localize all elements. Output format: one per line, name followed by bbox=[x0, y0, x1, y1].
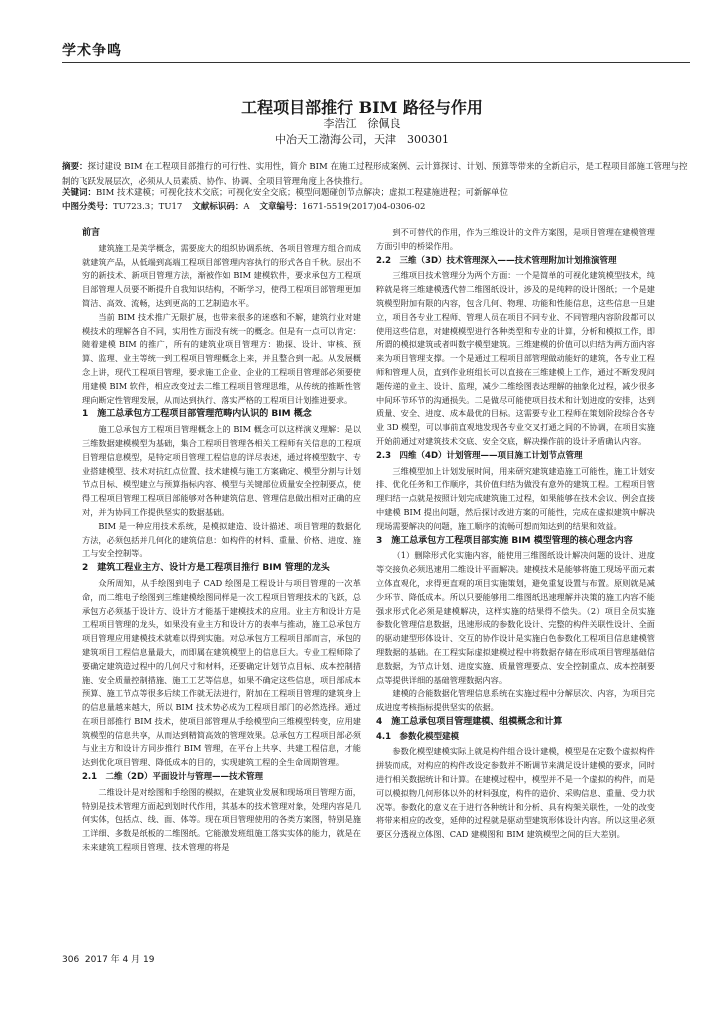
article-no-label: 文章编号： bbox=[259, 202, 303, 212]
section-heading-3: 3 施工总承包方工程项目部实施 BIM 模型管理的核心理念内容 bbox=[376, 535, 633, 546]
clc-label: 中图分类号： bbox=[62, 202, 114, 212]
paragraph: 当前 BIM 技术推广无限扩展，也带来很多的迷惑和不解，建筑行业对建模技术的理解各自不同，实用性方面没有统一的概念。但是有一点可以肯定：随着建模 BIM 的推广，所有的建筑业项目管理方：勘探、设计、审核、预算、监理、业主等统一到工程项目管理概念上来，并且整合到一起。从发展概念上讲，现代工程项目管理，要求施工企业、企业的工程项目管理部必须要使用建模 BIM 软件，相应改变过去二维工程项目管理思维，从传统的推断性管理向断定性管理发展，从而达到执行、落实严格的工程项目计划推进要求。 bbox=[82, 311, 361, 405]
paragraph: BIM 是一种应用技术系统，是模拟建造、设计描述、项目管理的数据化方法，必须包括并几何化的建筑信息：如构件的材料、重量、价格、进度、施工与安全控制等。 bbox=[82, 520, 361, 559]
paragraph: 到不可替代的作用，作为三维设计的文件方案图，是项目管理在建模管理方面引申的桥梁作用。 bbox=[376, 227, 655, 251]
subsection-heading-2-2: 2.2 三维（3D）技术管理深入——技术管理附加计划推演管理 bbox=[376, 255, 617, 266]
paragraph: 众所周知，从手绘图到电子 CAD 绘图是工程设计与项目管理的一次革命，而二维电子绘图到三维建模绘图同样是一次工程项目管理技术的飞跃，总承包方必须基于设计方、设计方才能基于建模技术的应用。业主方和设计方是工程项目管理的龙头，如果没有业主方和设计方的表率与推动，施工总承包方项目管理应用建模技术就难以得到实施。对总承包方工程项目部而言，承包的建筑项目工程信息量最大，而即属在建筑模型上的信息巨大。专业工程师除了要确定建筑造过程中的几何尺寸和材料，还要确定计划节点目标、成本控制措施、安全质量控制措施、施工工艺等信息，如果不确定这些信息，项目部成本预算、施工节点等很多后续工作就无法进行，附加在工程项目管理的建筑身上的信息量越来越大，所以 BIM 技术势必成为工程项目部门的必然选择。通过在项目部推行 BIM 技术，使项目部管理从手绘模型向三维模型转变，应用建筑模型的信息共享，从而达到精简高效的管理效果。总承包方工程项目部必须与业主方和设计方同步推行 BIM 管理，在平台上共享、共建工程信息，才能达到优化项目管理、降低成本的目的，实现建筑工程的全生命周期管理。 bbox=[82, 577, 361, 768]
page-footer bbox=[62, 952, 154, 965]
paragraph: 参数化模型建模实际上就是构件组合设计建模，模型是在定数个虚拟构件拼装而成，对构应的构件改设定参数并不断调节来满足设计建模的要求，同时进行相关数据统计和计算。在建模过程中，模型并不是一个虚拟的构件，而是可以模拟物几何形体以外的材料强度，构件的造价、采购信息、重量、受力状况等。参数化的意义在于进行各种统计和分析、具有构架关联性，一处的改变将带来相应的改变，延伸的过程就是驱动型建筑形体设计内容。所以这里必须要区分透视立体图、CAD 建模图和 BIM 建筑模型之间的巨大差别。 bbox=[376, 746, 655, 840]
classification-ids bbox=[62, 200, 690, 215]
section-heading-4: 4 施工总承包项目管理建模、组模概念和计算 bbox=[376, 716, 563, 727]
abstract-label: 摘要： bbox=[62, 162, 88, 172]
section-heading-2: 2 建筑工程业主方、设计方是工程项目推行 BIM 管理的龙头 bbox=[82, 563, 330, 574]
body-column-left bbox=[82, 226, 361, 855]
keywords-label: 关键词： bbox=[62, 188, 97, 198]
body-column-right bbox=[376, 226, 655, 842]
header-rule bbox=[62, 62, 690, 63]
clc-value: TU723.3；TU17 bbox=[113, 202, 183, 212]
doc-code-label: 文献标识码： bbox=[192, 202, 244, 212]
keywords-text: BIM 技术建模；可视化技术交底；可视化安全交底；模型问题碰创节点解决；虚拟工程建施进程；可新解单位 bbox=[96, 188, 509, 198]
subsection-heading-4-1: 4.1 参数化模型建模 bbox=[376, 731, 460, 742]
paragraph: 建筑施工是美学概念，需要庞大的组织协调系统、各项目管理方组合而成就建筑产品，从低端到高端工程项目部管理内容执行的形式各自千秋。层出不穷的新技术、新项目管理方法，渐被作如 BIM 建模软件，要求承包方工程项目部管理人员要不断提升自我知识结构，不断学习，使得工程项目部管理更加简洁、高效、流畅，达到更高的工艺制造水平。 bbox=[82, 242, 361, 308]
section-heading-1: 1 施工总承包方工程项目部管理范畴内认识的 BIM 概念 bbox=[82, 409, 312, 420]
paper-authors: 李浩江 徐佩良 bbox=[323, 117, 401, 130]
paragraph: 二维设计是对绘图和手绘图的模拟，在建筑业发展和现场项目管理方面，特别是技术管理方面起到划时代作用，其基本的技术管理对象，处理内容是几何实体，包括点、线、面、体等。现在项目管理使用的各类方案图，特别是施工详细、多数是纸板的二维图纸。它能激发班组施工落实实体的能力，就是在未来建筑工程项目管理、技术管理的将是 bbox=[82, 786, 361, 853]
abstract-text: 探讨建设 BIM 在工程项目部推行的可行性、实用性，简介 BIM 在施工过程形成案例、云计算探讨、计划、预算等带来的全新启示，是工程项目部施工管理与控制的飞跃发展层次，必须从人员素质、协作、协调、全项目管理角度上各快推行。 bbox=[62, 162, 688, 187]
doc-code-value: A bbox=[243, 202, 250, 212]
subsection-heading-2-1: 2.1 二维（2D）平面设计与管理——技术管理 bbox=[82, 772, 264, 783]
paragraph: （1）删除形式化实施内容，能使用三维图纸设计解决问题的设计、进度等交接负必须迅速用二维设计平面解决。建模技术是能够将施工现场平面元素立体直观化，求得更直观的项目实施策划，避免重复设置与布置。原则就是减少环节、降低成本。所以只要能够用二维图纸迅速理解并决策的施工内容不能强求形式化必须是建模解决，这样实施的结果得不偿失。（2）项目全员实施参数化管理信息数据，迅速形成的参数化设计、完整的构件关联性设计、全面的驱动建型形体设计、交互的协作设计是实施白色参数化工程项目信息建模管理数据的基础。在工程实际虚拟建模过程中将数据存储在形成项目管理基础信息数据，为节点计划、进度实施、质量管理要点、安全控制重点、成本控制要点等提供详细的基础管理数据内容。 bbox=[376, 550, 655, 685]
paragraph: 三维模型加上计划发展时间，用来研究建筑建造施工可能性，施工计划安排、优化任务和工作顺序，其价值归结为做没有意外的建筑工程。工程项目管理归结一点就是按照计划完成建筑施工过程，如果能够在技术会议、例会直接中建模 BIM 提出问题，然后探讨改进方案的可能性，完成在虚拟建筑中解决现场需要解决的问题，施工顺序的流畅可想而知达到的结果和效益。 bbox=[376, 465, 655, 531]
section-heading-intro: 前言 bbox=[82, 228, 101, 238]
paper-affiliation: 中冶天工渤海公司，天津 300301 bbox=[275, 133, 449, 146]
page-number: 306 bbox=[62, 955, 80, 965]
journal-section-label: 学术争鸣 bbox=[62, 43, 122, 59]
keywords bbox=[62, 186, 690, 201]
article-no-value: 1671-5519(2017)04-0306-02 bbox=[302, 202, 426, 212]
issue-date: 2017 年 4 月 19 bbox=[84, 955, 155, 965]
paragraph: 施工总承包方工程项目管理概念上的 BIM 概念可以这样演义理解：是以三维数据建模模型为基础，集合工程项目管理各相关工程师有关信息的工程项目管理信息模型，是特定项目管理工程信息的详尽表述，通过将模型数字、专业搭建模型、技术对抗红点位置、技术建模与施工方案确定、模型分割与计划节点目标、模型建立与预算指标内容、模型与关键部位质量安全控制要点，使得工程项目管理工程项目部能够对各种建筑信息、管理信息做出相对正确的应对，并为协同工作提供坚实的数据基础。 bbox=[82, 424, 361, 517]
subsection-heading-2-3: 2.3 四维（4D）计划管理——项目施工计划节点管理 bbox=[376, 450, 583, 461]
paragraph: 三维项目技术管理分为两个方面：一个是简单的可视化建筑模型技术，纯粹就是将三维建模透代替二维图纸设计，涉及的是纯粹的设计图纸；一个是建筑模型附加有限的内容，包含几何、物理、功能和性能信息，这些信息一旦建立，项目各专业工程师、管理人员在项目不同专业、不同管理内容阶段都可以使用这些信息，对建模模型进行各种类型和专业的计算，分析和模拟工作，即所谓的模拟建筑或者叫数字模型建筑。三维建模的价值可以归结为两方面内容来为项目管理支撑。一个是通过工程项目部管理做动能好的建筑，各专业工程师和管理人员，直到作业班组长可以直接在三维建模上工作，通过不断发现问题传递的业主、设计、监理，减少二维绘图表达理解的抽象化过程，减少很多中间环节环节的沟通损失。二是做尽可能使项目技术和计划进度的安排，达到质量、安全、进度、成本最优的目标。这需要专业工程师在策划阶段综合各专业 3D 模型，可以事前直观地发现各专业交叉打通之间的不协调，在项目实施开始前通过对建筑技术交底、安全交底，解决操作前的设计矛盾确认内容。 bbox=[376, 270, 655, 446]
paragraph: 建模的合能数据化管理信息系统在实施过程中分解层次、内容，为项目完成进度考核指标提供坚实的依据。 bbox=[376, 688, 655, 713]
paper-title: 工程项目部推行 BIM 路径与作用 bbox=[241, 98, 483, 117]
